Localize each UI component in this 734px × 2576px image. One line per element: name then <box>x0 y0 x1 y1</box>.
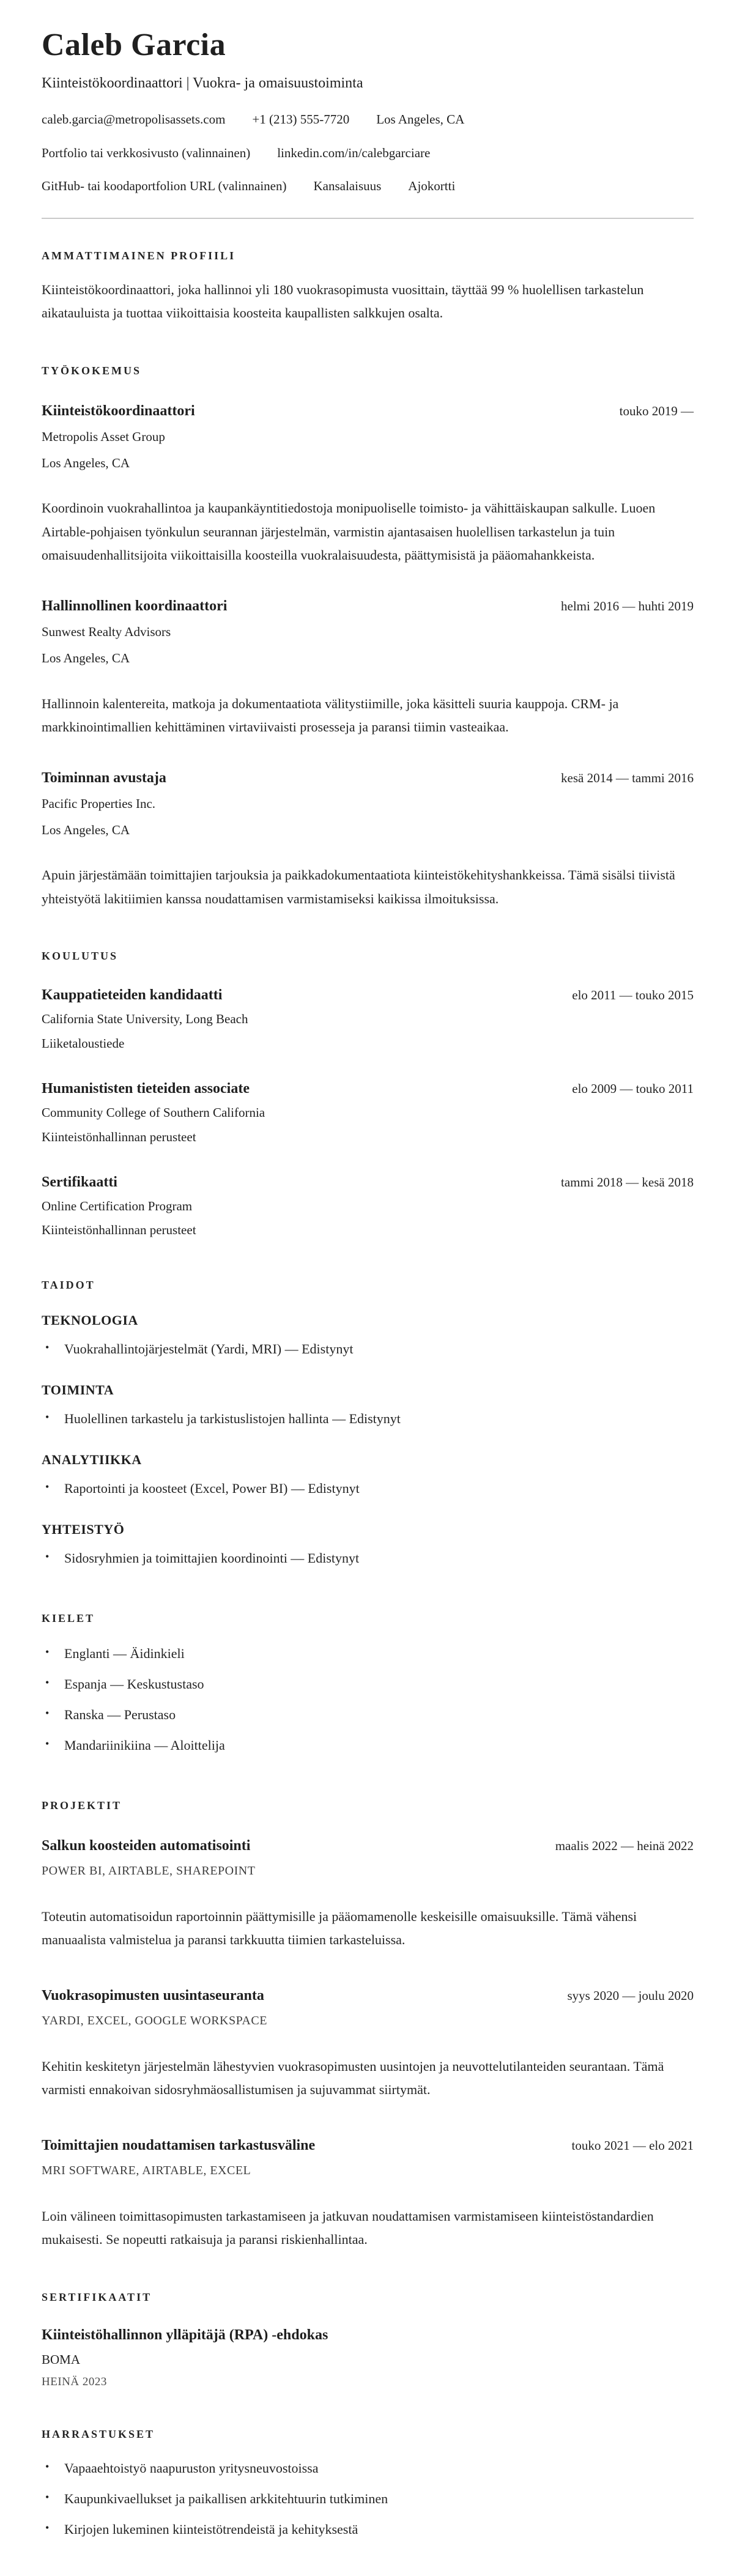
project-description: Loin välineen toimittasopimusten tarkastamiseen ja jatkuvan noudattamisen varmistamiseen kiinteistöstandardien mukaisesti. Se nopeutti ratkaisuja ja paransi riskienhallintaa. <box>42 2208 654 2248</box>
section-skills <box>42 1279 694 1568</box>
job-company: Pacific Properties Inc. <box>42 796 156 811</box>
education-header <box>42 1079 694 1098</box>
education-date: tammi 2018 — kesä 2018 <box>561 1174 694 1190</box>
section-certifications <box>42 2291 694 2389</box>
language-item: • Mandariinikiina — Aloittelija <box>42 1735 694 1755</box>
education-heading: KOULUTUS <box>42 950 119 963</box>
skill-group-name: TOIMINTA <box>42 1382 114 1397</box>
resume-header <box>42 27 694 219</box>
person-name: Caleb Garcia <box>42 28 226 62</box>
job-title: Toiminnan avustaja <box>42 769 166 786</box>
project-header <box>42 1986 694 2005</box>
certification-entry <box>42 2327 694 2389</box>
job-location: Los Angeles, CA <box>42 651 130 666</box>
drivers-license-text: Ajokortti <box>408 179 456 194</box>
degree-title: Humanististen tieteiden associate <box>42 1081 250 1097</box>
hobby-item: • Kirjojen lukeminen kiinteistötrendeistä ja kehityksestä <box>42 2519 694 2539</box>
certification-title: Kiinteistöhallinnon ylläpitäjä (RPA) -ehdokas <box>42 2326 328 2343</box>
project-date: maalis 2022 — heinä 2022 <box>555 1838 694 1853</box>
job-header <box>42 769 694 787</box>
job-location: Los Angeles, CA <box>42 823 130 838</box>
school-name: Online Certification Program <box>42 1198 193 1213</box>
skill-group-name: YHTEISTYÖ <box>42 1521 125 1537</box>
skill-list <box>42 1408 694 1429</box>
work-heading: TYÖKOKEMUS <box>42 364 142 377</box>
language-item: • Espanja — Keskustustaso <box>42 1674 694 1694</box>
hobby-item: • Kaupunkivaellukset ja paikallisen arkkitehtuurin tutkiminen <box>42 2489 694 2509</box>
projects-heading: PROJEKTIT <box>42 1799 122 1812</box>
skill-item: • Vuokrahallintojärjestelmät (Yardi, MRI) — Edistynyt <box>42 1339 694 1359</box>
project-stack: POWER BI, AIRTABLE, SHAREPOINT <box>42 1864 256 1878</box>
job-date: helmi 2016 — huhti 2019 <box>561 598 694 613</box>
project-header <box>42 1837 694 1855</box>
job-title: Kiinteistökoordinaattori <box>42 402 195 419</box>
certification-date: HEINÄ 2023 <box>42 2375 107 2388</box>
skill-list <box>42 1478 694 1498</box>
job-entry <box>42 402 694 568</box>
section-profile <box>42 250 694 325</box>
project-stack: YARDI, EXCEL, GOOGLE WORKSPACE <box>42 2013 267 2027</box>
job-entry <box>42 597 694 739</box>
profile-heading: AMMATTIMAINEN PROFIILI <box>42 249 236 262</box>
section-hobbies <box>42 2428 694 2539</box>
language-list <box>42 1643 694 1755</box>
project-header <box>42 2136 694 2155</box>
skill-item: • Huolellinen tarkastelu ja tarkistuslistojen hallinta — Edistynyt <box>42 1408 694 1429</box>
portfolio-placeholder-text: Portfolio tai verkkosivusto (valinnainen) <box>42 145 251 160</box>
language-item: • Englanti — Äidinkieli <box>42 1643 694 1664</box>
contact-row-3 <box>42 177 694 195</box>
project-title: Salkun koosteiden automatisointi <box>42 1837 251 1854</box>
education-date: elo 2011 — touko 2015 <box>572 988 694 1003</box>
person-headline: Kiinteistökoordinaattori | Vuokra- ja omaisuustoiminta <box>42 75 363 91</box>
education-entry <box>42 1173 694 1240</box>
skill-list <box>42 1339 694 1359</box>
school-name: Community College of Southern California <box>42 1105 265 1120</box>
job-entry <box>42 769 694 911</box>
section-education <box>42 950 694 1239</box>
section-languages <box>42 1612 694 1755</box>
languages-heading: KIELET <box>42 1612 95 1624</box>
contact-row-2 <box>42 144 694 162</box>
section-projects <box>42 1799 694 2252</box>
education-header <box>42 1173 694 1191</box>
job-description: Koordinoin vuokrahallintoa ja kaupankäyntitiedostoja monipuoliselle toimisto- ja vähittäiskaupan salkulle. Luoen Airtable-pohjaisen työnkulun seurannan järjestelmän, varmistin ajantasaisen huolellisen tarkastelun ja tuin omaisuudenhallitsijoita viikoittaisilla koosteilla vuokralaisuudesta, päättymisistä ja pääomahankkeista. <box>42 500 656 563</box>
project-title: Vuokrasopimusten uusintaseuranta <box>42 1987 264 2004</box>
job-header <box>42 402 694 420</box>
job-title: Hallinnollinen koordinaattori <box>42 598 228 614</box>
job-company: Metropolis Asset Group <box>42 429 165 444</box>
job-date: touko 2019 — <box>619 403 694 418</box>
project-title: Toimittajien noudattamisen tarkastusväline <box>42 2137 316 2153</box>
education-header <box>42 986 694 1004</box>
project-entry <box>42 1837 694 1952</box>
hobbies-heading: HARRASTUKSET <box>42 2427 155 2440</box>
citizenship-text: Kansalaisuus <box>313 179 382 194</box>
education-entry <box>42 986 694 1053</box>
skill-group-name: TEKNOLOGIA <box>42 1312 138 1328</box>
skills-heading: TAIDOT <box>42 1278 95 1291</box>
section-work <box>42 365 694 911</box>
field-of-study: Liiketaloustiede <box>42 1035 125 1051</box>
project-entry <box>42 1986 694 2102</box>
job-date: kesä 2014 — tammi 2016 <box>561 770 694 785</box>
profile-text: Kiinteistökoordinaattori, joka hallinnoi yli 180 vuokrasopimusta vuosittain, täyttää 99 % huolellisen tarkastelun aikatauluista ja tuottaa viikoittaisia koosteita kaupallisten salkkujen osalta. <box>42 281 644 321</box>
certifications-heading: SERTIFIKAATIT <box>42 2290 152 2303</box>
field-of-study: Kiinteistönhallinnan perusteet <box>42 1223 196 1238</box>
education-date: elo 2009 — touko 2011 <box>572 1081 694 1097</box>
job-location: Los Angeles, CA <box>42 455 130 470</box>
degree-title: Sertifikaatti <box>42 1174 117 1190</box>
education-entry <box>42 1079 694 1146</box>
hobby-list <box>42 2458 694 2539</box>
hobby-item: • Vapaaehtoistyö naapuruston yritysneuvostoissa <box>42 2458 694 2478</box>
github-placeholder-text: GitHub- tai koodaportfolion URL (valinnainen) <box>42 179 287 194</box>
certification-org: BOMA <box>42 2352 81 2367</box>
contact-row-1 <box>42 111 694 128</box>
header-divider <box>42 218 694 219</box>
job-description: Hallinnoin kalentereita, matkoja ja dokumentaatiota välitystiimille, joka käsitteli suuria kauppoja. CRM- ja markkinointimallien kehittäminen virtaviivaisti prosesseja ja paransi tiimin vasteaikaa. <box>42 695 619 735</box>
job-header <box>42 597 694 615</box>
project-entry <box>42 2136 694 2252</box>
skill-group-name: ANALYTIIKKA <box>42 1451 142 1467</box>
email-text: caleb.garcia@metropolisassets.com <box>42 112 226 127</box>
project-stack: MRI SOFTWARE, AIRTABLE, EXCEL <box>42 2163 251 2177</box>
location-text: Los Angeles, CA <box>376 112 465 127</box>
language-item: • Ranska — Perustaso <box>42 1704 694 1725</box>
job-company: Sunwest Realty Advisors <box>42 624 171 639</box>
field-of-study: Kiinteistönhallinnan perusteet <box>42 1129 196 1144</box>
skill-item: • Sidosryhmien ja toimittajien koordinointi — Edistynyt <box>42 1548 694 1568</box>
skill-list <box>42 1548 694 1568</box>
skill-item: • Raportointi ja koosteet (Excel, Power BI) — Edistynyt <box>42 1478 694 1498</box>
degree-title: Kauppatieteiden kandidaatti <box>42 987 223 1004</box>
phone-text: +1 (213) 555-7720 <box>252 112 350 127</box>
project-date: touko 2021 — elo 2021 <box>571 2137 694 2153</box>
project-date: syys 2020 — joulu 2020 <box>567 1988 694 2003</box>
job-description: Apuin järjestämään toimittajien tarjouksia ja paikkadokumentaatiota kiinteistökehityshankkeissa. Tämä sisälsi tiivistä yhteistyötä lakitiimien kanssa noudattamisen varmistamiseksi kaikissa ilmoituksissa. <box>42 867 675 906</box>
school-name: California State University, Long Beach <box>42 1012 248 1027</box>
project-description: Kehitin keskitetyn järjestelmän lähestyvien vuokrasopimusten uusintojen ja neuvottelutilanteiden seurantaan. Tämä varmisti ennakoivan sidosryhmäosallistumisen ja sujuvammat siirtymät. <box>42 2058 664 2098</box>
linkedin-text: linkedin.com/in/calebgarciare <box>277 145 431 160</box>
project-description: Toteutin automatisoidun raportoinnin päättymisille ja pääomamenolle keskeisille omaisuuksille. Tämä vähensi manuaalista valmistelua ja paransi tarkkuutta tiimien tarkasteluissa. <box>42 1908 637 1948</box>
